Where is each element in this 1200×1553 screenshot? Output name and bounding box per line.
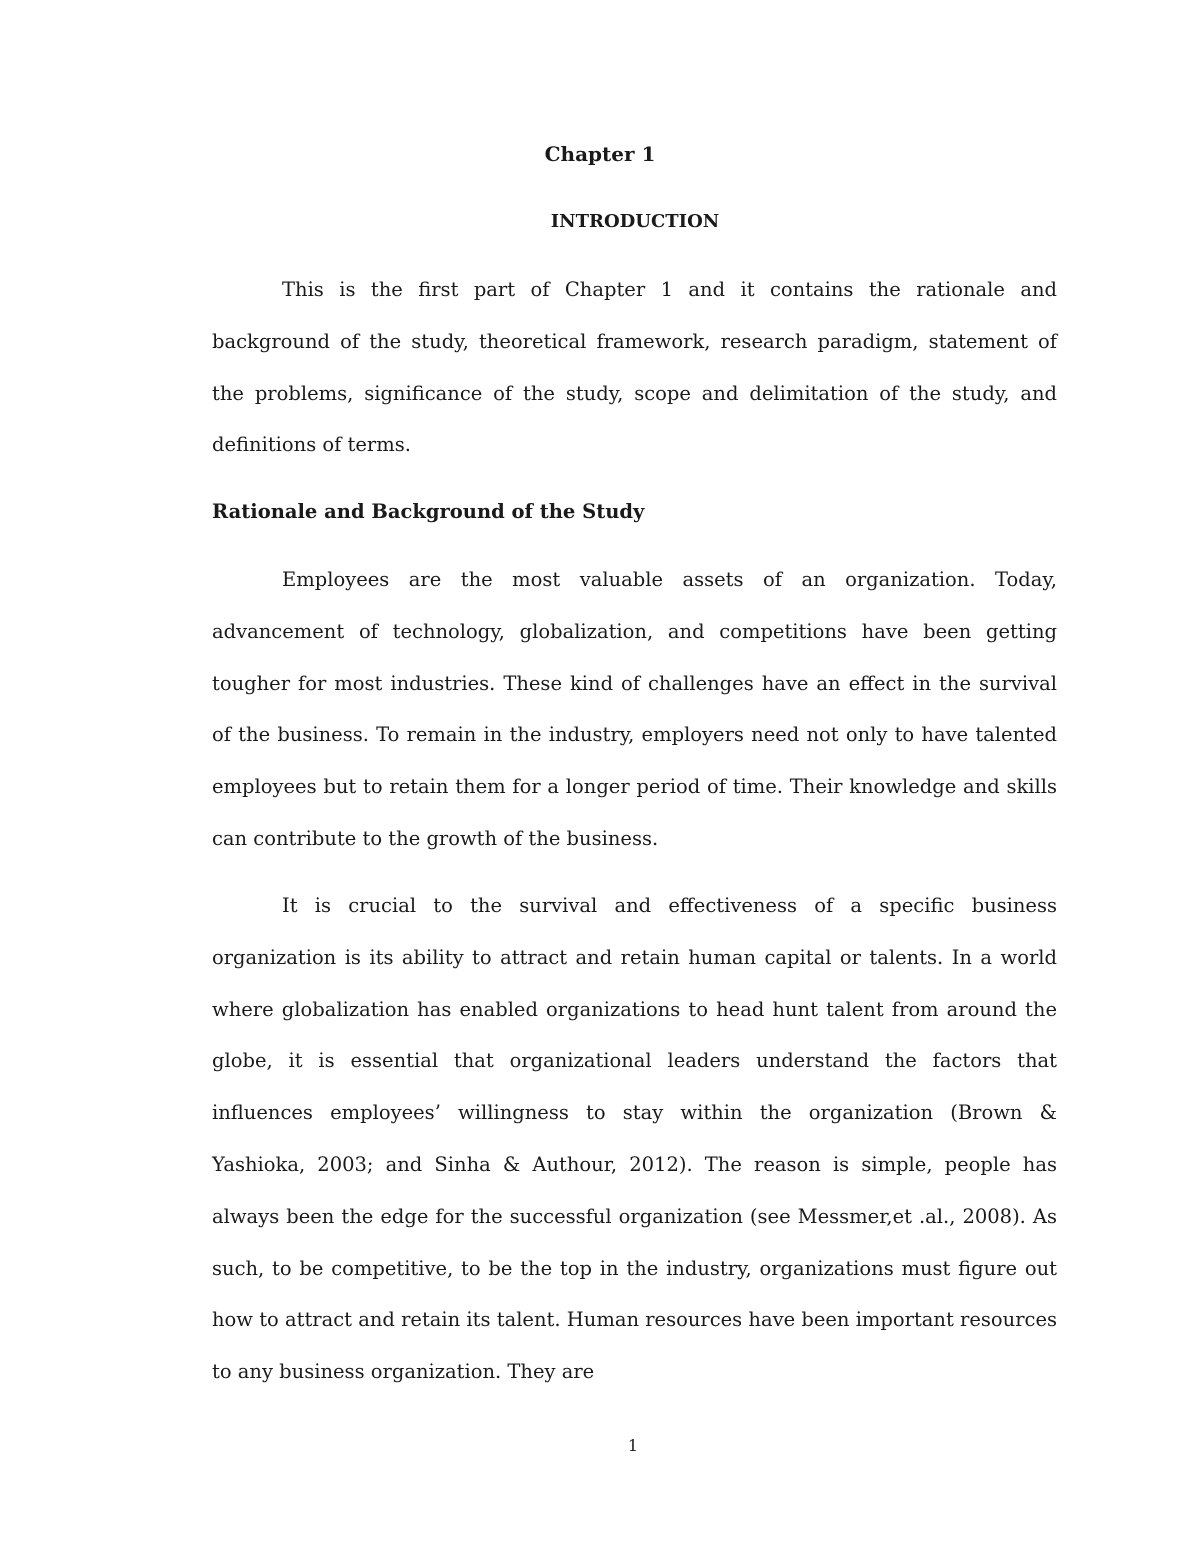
body-paragraph: Employees are the most valuable assets of an organization. Today, advancement of technology, globalization, and competitions have been getting tougher for most industries. These kind of challenges have an effect in the survival of the business. To remain in the industry, employers need not only to have talented employees but to retain them for a longer period of time. Their knowledge and skills can contribute to the growth of the business.	[212, 568, 1057, 850]
page-number: 1	[627, 1436, 639, 1455]
chapter-label: Chapter 1	[544, 142, 656, 166]
section-title: INTRODUCTION	[550, 211, 720, 232]
body-paragraph: It is crucial to the survival and effectiveness of a specific business organization is its ability to attract and retain human capital or talents. In a world where globalization has enabled organizations to head hunt talent from around the globe, it is essential that organizational leaders understand the factors that influences employees’ willingness to stay within the organization (Brown & Yashioka, 2003; and Sinha & Authour, 2012). The reason is simple, people has always been the edge for the successful organization (see Messmer,et .al., 2008). As such, to be competitive, to be the top in the industry, organizations must figure out how to attract and retain its talent. Human resources have been important resources to any business organization. They are	[212, 894, 1057, 1384]
subheading-rationale: Rationale and Background of the Study	[212, 500, 645, 523]
intro-paragraph: This is the first part of Chapter 1 and it contains the rationale and background of the study, theoretical framework, research paradigm, statement of the problems, significance of the study, scope and delimitation of the study, and definitions of terms.	[212, 278, 1057, 457]
